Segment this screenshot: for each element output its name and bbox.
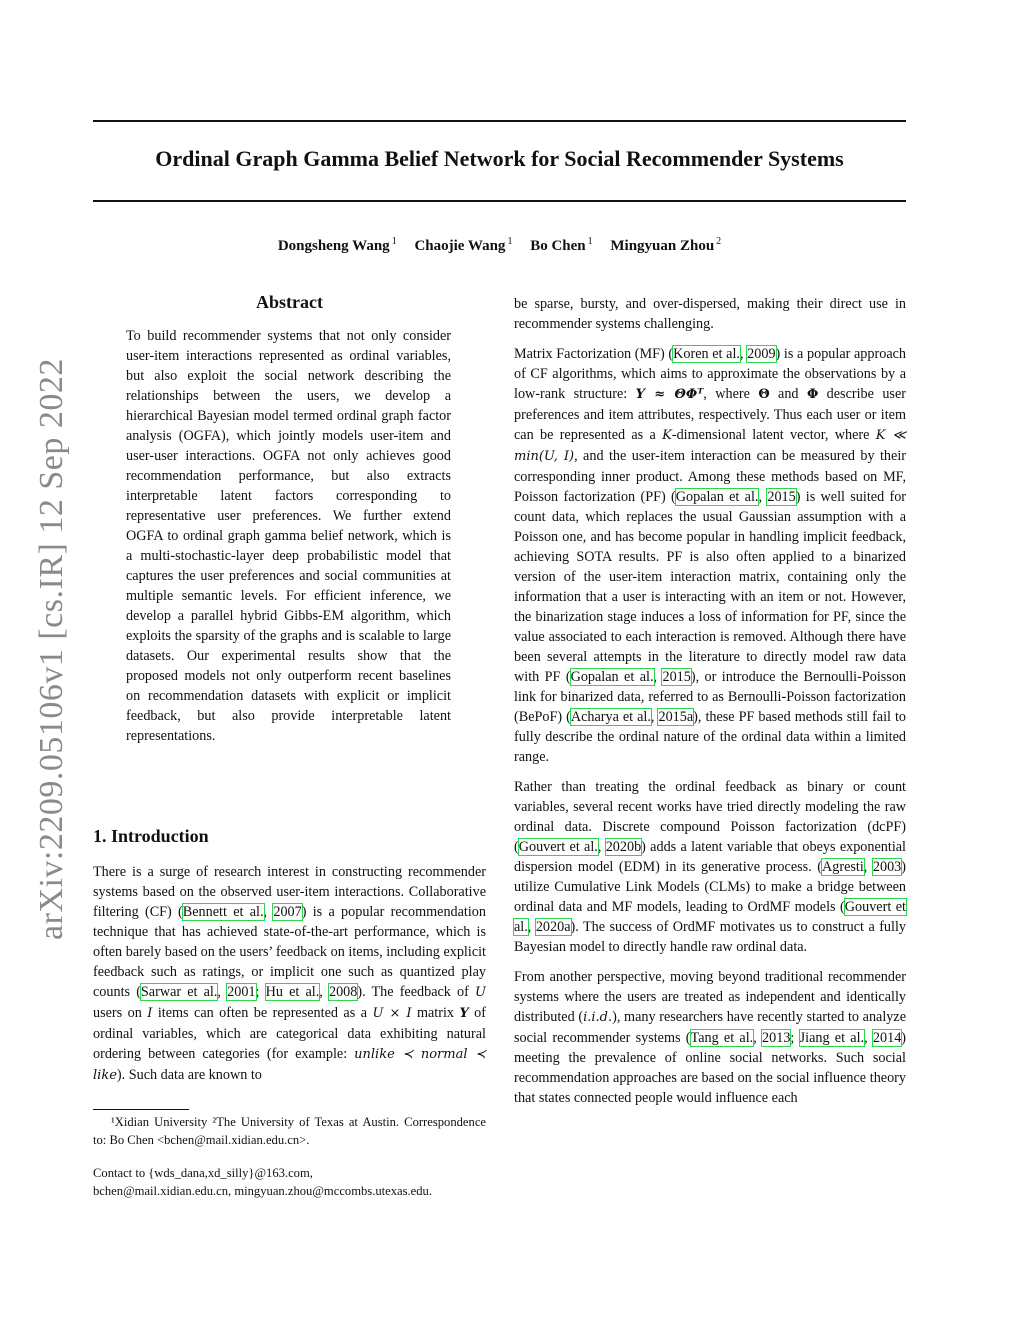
citation-link[interactable]: Gopalan et al.	[675, 489, 759, 505]
citation-year-link[interactable]: 2015	[767, 489, 796, 505]
contact-line: Contact to {wds_dana,xd_silly}@163.com,	[93, 1166, 313, 1180]
citation-link[interactable]: Koren et al.	[673, 346, 740, 362]
citation-year-link[interactable]: 2014	[872, 1030, 902, 1046]
text-run: Matrix Factorization (MF) (	[514, 346, 674, 362]
author-4	[610, 238, 721, 254]
footnote-divider	[93, 1109, 189, 1110]
math-expression: K ≪ min(U, I)	[514, 428, 906, 464]
paper-title: Ordinal Graph Gamma Belief Network for Social Recommender Systems	[155, 146, 844, 171]
paragraph-ordinal-data	[514, 777, 906, 957]
citation-year-link[interactable]: 2003	[872, 859, 902, 875]
text-run: ,	[319, 984, 329, 1000]
text-run: ,	[650, 709, 659, 725]
abstract-body: To build recommender systems that not only consider user-item interactions represented as ordinal variables, but also exploit the social network describing the relationships between the users, we develop a hierarchical Bayesian model termed ordinal graph factor analysis (OGFA), which jointly models user-item and user-user interactions. OGFA not only achieves good recommendation performance, but also extracts interpretable latent factors corresponding to representative user preferences. We further extend OGFA to ordinal graph gamma belief network, which is a multi-stochastic-layer deep probabilistic model that captures the user preferences and social communities at multiple semantic levels. For efficient inference, we develop a parallel hybrid Gibbs-EM algorithm, which exploits the sparsity of the graphs and is scalable to large datasets. Our experimental results show that the proposed models not only outperform recent baselines on recommendation datasets with explicit or implicit feedback, but also provide interpretable latent representations.	[126, 328, 451, 744]
author-affiliation: 1	[587, 236, 593, 247]
text-run: describe user preferences and item attributes, respectively. Thus each user or item can be represented as a	[514, 386, 906, 443]
text-run: , and the user-item interaction can be measured by their corresponding inner product. Among these methods based on MF, Poisson factorization (PF) (	[514, 448, 906, 505]
author-affiliation: 2	[716, 236, 722, 247]
text-run: ) is a popular approach of CF algorithms, which aims to approximate the observations by a low-rank structure:	[514, 346, 907, 402]
text-run: ,	[527, 919, 536, 935]
math-symbol: I	[147, 1006, 153, 1021]
math-symbol: Φ	[806, 387, 819, 402]
citation-year-link[interactable]: 2009	[747, 346, 776, 362]
right-column	[514, 294, 906, 1118]
footnote-affiliations	[93, 1113, 486, 1149]
math-expression: i.i.d.	[583, 1010, 613, 1025]
citation-year-link[interactable]: 2015	[662, 669, 691, 685]
math-expression: U × I	[372, 1006, 412, 1021]
citation-link[interactable]: Hu et al.	[265, 984, 320, 1000]
math-symbol: Y	[459, 1006, 469, 1021]
author-name: Mingyuan Zhou	[610, 238, 715, 254]
text-run: ). Such data are known to	[116, 1067, 262, 1083]
citation-link[interactable]: Gouvert et al.	[514, 899, 906, 935]
math-symbol: K	[662, 428, 672, 443]
text-run: ,	[864, 1030, 873, 1046]
text-run: Rather than treating the ordinal feedback as binary or count variables, several recent works have tried directly modeling the raw ordinal data. Discrete compound Poisson factorization (dcPF) (	[514, 779, 906, 855]
citation-link[interactable]: Tang et al.	[690, 1030, 754, 1046]
title-rule-bottom	[93, 200, 906, 202]
text-run: , where	[703, 386, 759, 402]
text-run: ). The success of OrdMF motivates us to construct a fully Bayesian model to directly handle raw ordinal data.	[514, 919, 907, 955]
author-1	[278, 238, 397, 254]
text-run: ,	[597, 839, 606, 855]
author-name: Chaojie Wang	[414, 238, 506, 254]
abstract-heading: Abstract	[256, 292, 323, 312]
text-run: ;	[790, 1030, 800, 1046]
author-2	[414, 238, 512, 254]
text-run: ), or introduce the Bernoulli-Poisson link for binarized data, referred to as Bernoulli-Poisson factorization (BePoF) (	[514, 669, 907, 725]
citation-link[interactable]: Sarwar et al.	[140, 984, 218, 1000]
citation-link[interactable]: Agresti	[822, 859, 864, 875]
text-run: ). The feedback of	[357, 984, 476, 1000]
author-list	[93, 236, 906, 255]
text-run: ,	[753, 1030, 763, 1046]
contact-info	[93, 1164, 503, 1200]
section-heading-introduction: 1. Introduction	[93, 826, 209, 846]
text-run: and	[769, 386, 807, 402]
text-run: ,	[758, 489, 768, 505]
text-run: ,	[863, 859, 873, 875]
text-run: ) is well suited for count data, which replaces the usual Gaussian assumption with a Poisson one, and has become popular in handling implicit feedback, achieving SOTA results. PF is also often applied to a binarized version of the user-item interaction matrix, containing only the information that a user is interacting with an item or not. However, the binarization stage induces a loss of information for PF, since the value associated to each interaction is removed. Although there have been several attempts in the literature to directly model raw data with PF (	[514, 489, 907, 685]
text-run: ) meeting the prevalence of online social networks. Such social recommendation approaches are based on the social influence theory that states connected people would influence each	[514, 1030, 907, 1106]
citation-year-link[interactable]: 2007	[273, 904, 302, 920]
text-run: ) adds a latent variable that obeys exponential dispersion model (EDM) in its generative process. (	[514, 839, 906, 875]
math-expression: unlike ≺ normal ≺ like	[93, 1047, 486, 1083]
author-name: Dongsheng Wang	[277, 238, 390, 254]
text-run: ) is a popular recommendation technique that has achieved state-of-the-art performance, which is often barely based on the users’ feedback on items, including explicit feedback such as ratings, or implicit one such as quantized play counts (	[93, 904, 486, 1000]
footnote-text: ¹Xidian University ²The University of Texas at Austin. Correspondence to: Bo Chen <bchen@mail.xidian.edu.cn>.	[93, 1115, 486, 1147]
text-run: ) utilize Cumulative Link Models (CLMs) to make a bridge between ordinal data and MF models, leading to OrdMF models (	[514, 859, 906, 915]
text-run: ;	[255, 984, 266, 1000]
title-rule-top	[93, 120, 906, 122]
citation-year-link[interactable]: 2013	[762, 1030, 791, 1046]
contact-line: bchen@mail.xidian.edu.cn, mingyuan.zhou@mccombs.utexas.edu.	[93, 1184, 433, 1198]
citation-link[interactable]: Acharya et al.	[570, 709, 651, 725]
citation-link[interactable]: Bennett et al.	[182, 904, 264, 920]
author-affiliation: 1	[507, 236, 513, 247]
citation-link[interactable]: Jiang et al.	[799, 1030, 865, 1046]
text-run: ), many researchers have recently started to analyze social recommender systems (	[514, 1009, 906, 1046]
citation-year-link[interactable]: 2001	[227, 984, 256, 1000]
text-run: ,	[263, 904, 274, 920]
text-run: ,	[653, 669, 663, 685]
paragraph-matrix-factorization	[514, 344, 906, 767]
citation-year-link[interactable]: 2015a	[658, 709, 694, 725]
citation-year-link[interactable]: 2020b	[605, 839, 642, 855]
citation-link[interactable]: Gopalan et al.	[570, 669, 654, 685]
author-3	[530, 238, 592, 254]
text-run: users on	[93, 1005, 148, 1021]
paragraph: be sparse, bursty, and over-dispersed, making their direct use in recommender systems challenging.	[514, 296, 906, 332]
text-run: -dimensional latent vector, where	[671, 427, 876, 443]
arxiv-identifier: arXiv:2209.05106v1 [cs.IR] 12 Sep 2022	[33, 358, 70, 940]
citation-year-link[interactable]: 2008	[328, 984, 358, 1000]
text-run: ,	[739, 346, 748, 362]
intro-paragraph	[93, 862, 486, 1086]
math-symbol: Θ	[758, 387, 770, 402]
citation-year-link[interactable]: 2020a	[535, 919, 571, 935]
text-run: ,	[217, 984, 228, 1000]
text-run: of ordinal variables, which are categorical data exhibiting natural ordering between categories (for example:	[93, 1005, 487, 1062]
citation-link[interactable]: Gouvert et al.	[518, 839, 598, 855]
paragraph-social-recommendation	[514, 967, 906, 1108]
text-run: items can often be represented as a	[152, 1005, 373, 1021]
text-run: matrix	[411, 1005, 460, 1021]
author-affiliation: 1	[391, 236, 397, 247]
math-symbol: U	[475, 985, 486, 1000]
text-run: There is a surge of research interest in constructing recommender systems based on the observed user-item interactions. Collaborative filtering (CF) (	[93, 864, 486, 920]
author-name: Bo Chen	[530, 238, 586, 254]
text-run: From another perspective, moving beyond traditional recommender systems where the users are treated as independent and identically distributed (	[514, 969, 906, 1025]
math-expression: Y ≈ ΘΦᵀ	[635, 387, 704, 402]
text-run: ), these PF based methods still fail to fully describe the ordinal nature of the ordinal data within a limited range.	[514, 709, 907, 765]
